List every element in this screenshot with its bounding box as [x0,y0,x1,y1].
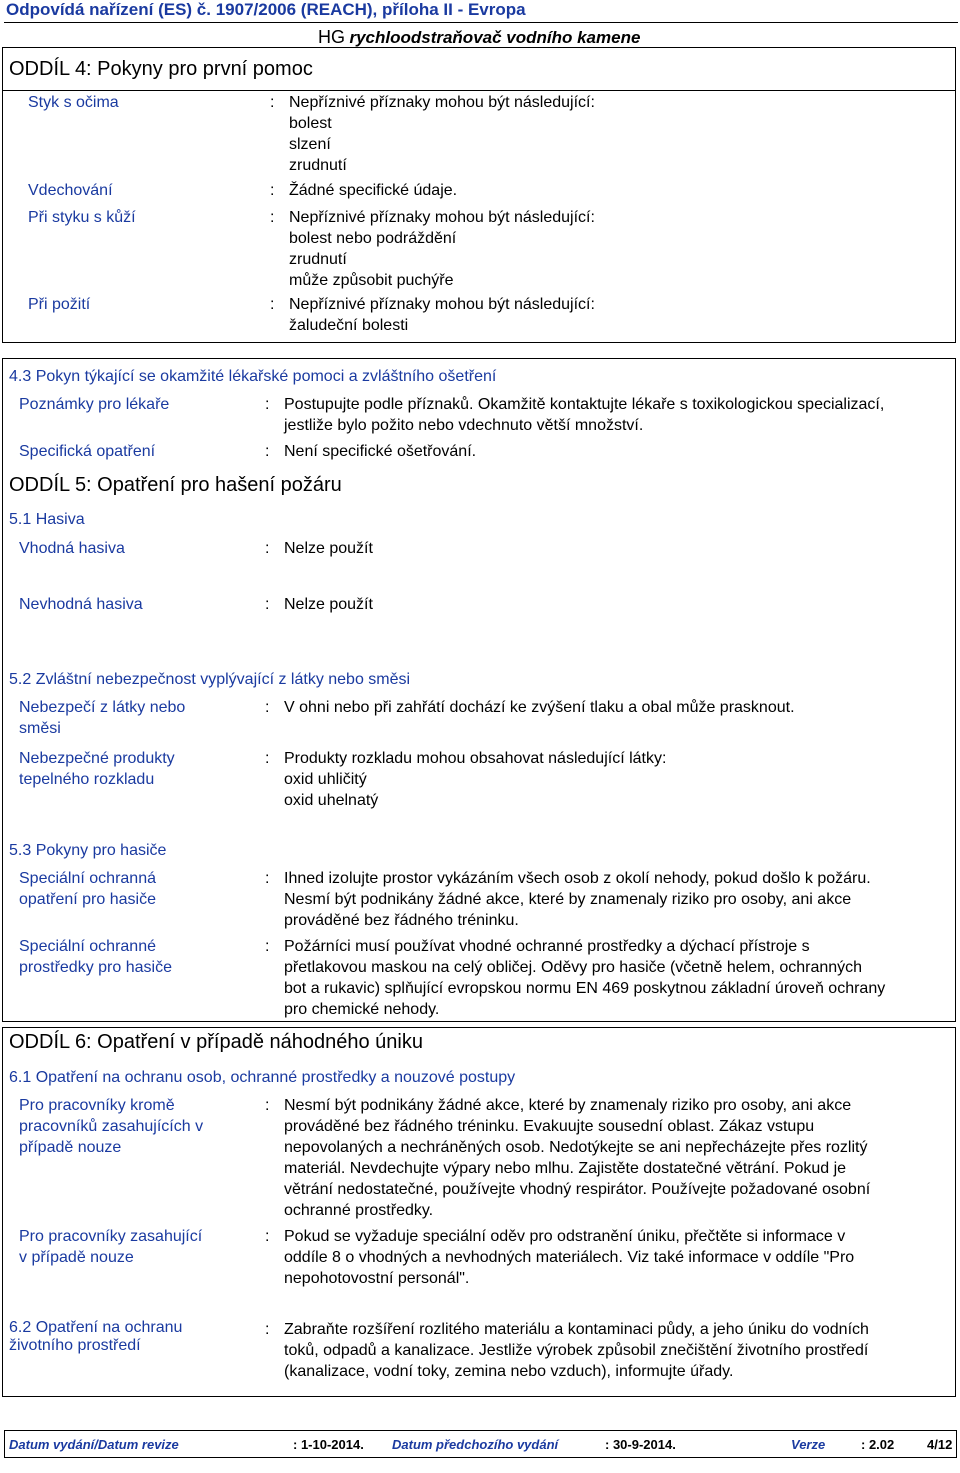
row-label-doctor-notes: Poznámky pro lékaře [19,396,170,413]
row-value-inhalation: Žádné specifické údaje. [289,182,458,199]
colon: : [265,938,270,955]
section-4-frame [2,90,956,343]
subsection-5-1-title: 5.1 Hasiva [9,511,85,528]
row-value-environmental-precautions: Zabraňte rozšíření rozlitého materiálu a kontaminaci půdy, a jeho úniku do vodních toků, odpadů a kanalizace. Jestliže výrobek způsobil znečištění životního prostředí (kanalizace, vodní toky, zemina nebo vzduch), informujte úřady. [284,1321,869,1380]
colon: : [270,296,275,313]
row-value-non-emergency-personnel: Nesmí být podnikány žádné akce, které by znamenaly riziko pro osoby, ani akce prováděné bez řádného tréninku. Evakuujte sousední oblast. Zákaz vstupu nepovolaných a nechráněných osob. Nedotýkejte se ani nepřecházejte přes rozlitý materiál. Nevdechujte výpary nebo mlhu. Zajistěte dostatečné větrání. Pokud je větrání nedostatečné, používejte vhodný respirátor. Používejte požadované osobní ochranné prostředky. [284,1097,871,1219]
colon: : [265,396,270,413]
page-number: 4/12 [927,1437,953,1452]
subsection-6-2-title: 6.2 Opatření na ochranu životního prostředí [9,1319,183,1354]
row-label-emergency-responders: Pro pracovníky zasahující v případě nouze [19,1228,203,1266]
row-value-decomposition-products: Produkty rozkladu mohou obsahovat následující látky: oxid uhličitý oxid uhelnatý [284,750,667,809]
colon: : [265,596,270,613]
product-name: rychloodstraňovač vodního kamene [349,28,641,47]
row-value-specific-measures: Není specifické ošetřování. [284,443,477,460]
row-label-decomposition-products: Nebezpečné produkty tepelného rozkladu [19,750,175,788]
subsection-4-3-title: 4.3 Pokyn týkající se okamžité lékařské pomoci a zvláštního ošetření [9,368,497,385]
colon: : [265,443,270,460]
subsection-6-1-title: 6.1 Opatření na ochranu osob, ochranné prostředky a nouzové postupy [9,1069,516,1086]
colon: : [265,750,270,767]
regulation-header: Odpovídá nařízení (ES) č. 1907/2006 (REACH), příloha II - Evropa [6,0,526,19]
row-value-emergency-responders: Pokud se vyžaduje speciální oděv pro odstranění úniku, přečtěte si informace v oddíle 8 o vhodných a nevhodných materiálech. Viz také informace v oddíle "Pro nepohotovostní personál". [284,1228,855,1287]
row-label-suitable-media: Vhodná hasiva [19,540,125,557]
row-value-unsuitable-media: Nelze použít [284,596,373,613]
row-value-skin: Nepříznivé příznaky mohou být následující: bolest nebo podráždění zrudnutí může způsobit puchýře [289,209,595,289]
row-label-non-emergency-personnel: Pro pracovníky kromě pracovníků zasahujících v případě nouze [19,1097,204,1156]
colon: : [265,1097,270,1114]
row-label-firefighter-equipment: Speciální ochranné prostředky pro hasiče [19,938,172,976]
section-4-title: ODDÍL 4: Pokyny pro první pomoc [9,58,313,80]
row-label-skin: Při styku s kůží [28,209,136,226]
page-footer [4,1430,957,1458]
colon: : [265,1228,270,1245]
row-label-eyes: Styk s očima [28,94,119,111]
subsection-5-2-title: 5.2 Zvláštní nebezpečnost vyplývající z látky nebo směsi [9,671,411,688]
header-divider [4,22,958,23]
brand-logo: HG [318,27,345,47]
product-line [318,27,640,48]
section-6-frame [2,1027,956,1397]
row-value-firefighter-precautions: Ihned izolujte prostor vykázáním všech osob z okolí nehody, pokud došlo k požáru. Nesmí být podnikány žádné akce, které by znamenaly riziko pro osoby, ani akce prováděné bez řádného tréninku. [284,870,871,929]
sections-4-5-frame [2,358,956,1022]
colon: : [270,209,275,226]
row-label-ingestion: Při požití [28,296,91,313]
colon: : [265,1321,270,1338]
row-label-specific-measures: Specifická opatření [19,443,156,460]
section-4-title-box [2,47,956,91]
version-value: : 2.02 [861,1437,895,1452]
row-value-firefighter-equipment: Požárníci musí používat vhodné ochranné prostředky a dýchací přístroje s přetlakovou maskou na celý obličej. Oděvy pro hasiče (včetně helem, ochranných bot a rukavic) splňující evropskou normu EN 469 poskytnou základní úroveň ochrany pro chemické nehody. [284,938,886,1018]
row-label-inhalation: Vdechování [28,182,113,199]
colon: : [270,182,275,199]
row-value-substance-hazard: V ohni nebo při zahřátí dochází ke zvýšení tlaku a obal může prasknout. [284,699,795,716]
colon: : [265,540,270,557]
row-value-ingestion: Nepříznivé příznaky mohou být následující: žaludeční bolesti [289,296,595,334]
row-label-firefighter-precautions: Speciální ochranná opatření pro hasiče [19,870,156,908]
colon: : [265,699,270,716]
previous-date-value: : 30-9-2014. [605,1437,676,1452]
subsection-5-3-title: 5.3 Pokyny pro hasiče [9,842,167,859]
issue-date-label: Datum vydání/Datum revize [9,1437,179,1452]
row-value-suitable-media: Nelze použít [284,540,373,557]
row-label-substance-hazard: Nebezpečí z látky nebo směsi [19,699,186,737]
colon: : [270,94,275,111]
version-label: Verze [791,1437,826,1452]
row-label-unsuitable-media: Nevhodná hasiva [19,596,143,613]
row-value-doctor-notes: Postupujte podle příznaků. Okamžitě kontaktujte lékaře s toxikologickou specializací, jestliže bylo požito nebo vdechnuto větší množství. [284,396,885,434]
colon: : [265,870,270,887]
issue-date-value: : 1-10-2014. [293,1437,364,1452]
previous-date-label: Datum předchozího vydání [392,1437,559,1452]
section-6-title: ODDÍL 6: Opatření v případě náhodného úniku [9,1031,423,1053]
row-value-eyes: Nepříznivé příznaky mohou být následující: bolest slzení zrudnutí [289,94,595,174]
section-5-title: ODDÍL 5: Opatření pro hašení požáru [9,474,342,496]
